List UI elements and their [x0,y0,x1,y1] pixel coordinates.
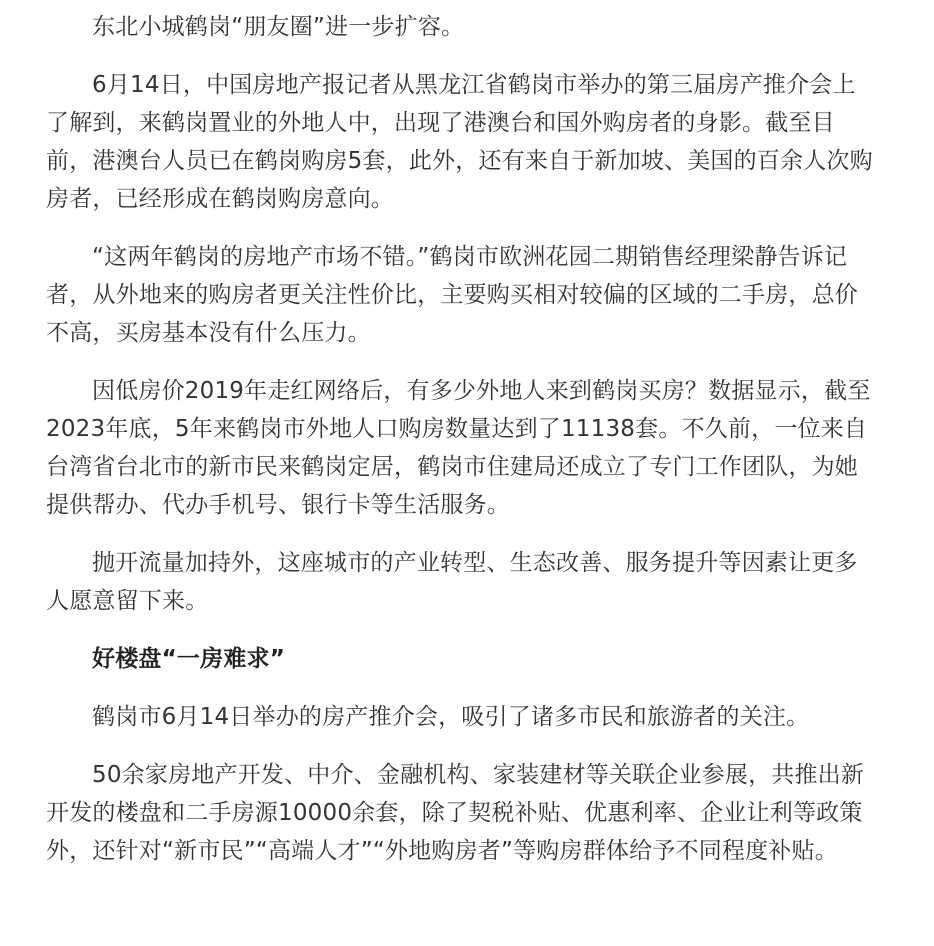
article-body [46,8,876,870]
article-paragraph: 抛开流量加持外，这座城市的产业转型、生态改善、服务提升等因素让更多人愿意留下来。 [46,550,858,614]
article-paragraph: “这两年鹤岗的房地产市场不错。”鹤岗市欧洲花园二期销售经理梁静告诉记者，从外地来的购房者更关注性价比，主要购买相对较偏的区域的二手房，总价不高，买房基本没有什么压力。 [46,244,858,346]
article-paragraph: 鹤岗市6月14日举办的房产推介会，吸引了诸多市民和旅游者的关注。 [92,704,810,730]
article-paragraph: 50余家房地产开发、中介、金融机构、家装建材等关联企业参展，共推出新开发的楼盘和二手房源10000余套，除了契税补贴、优惠利率、企业让利等政策外，还针对“新市民”“高端人才”“外地购房者”等购房群体给予不同程度补贴。 [46,762,865,864]
article-paragraph: 东北小城鹤岗“朋友圈”进一步扩容。 [92,14,465,40]
article-paragraph: 因低房价2019年走红网络后，有多少外地人来到鹤岗买房？数据显示，截至2023年底，5年来鹤岗市外地人口购房数量达到了11138套。不久前，一位来自台湾省台北市的新市民来鹤岗定居，鹤岗市住建局还成立了专门工作团队，为她提供帮办、代办手机号、银行卡等生活服务。 [46,378,871,518]
section-heading: 好楼盘“一房难求” [92,646,286,672]
article-paragraph: 6月14日，中国房地产报记者从黑龙江省鹤岗市举办的第三届房产推介会上了解到，来鹤岗置业的外地人中，出现了港澳台和国外购房者的身影。截至目前，港澳台人员已在鹤岗购房5套，此外，还有来自于新加坡、美国的百余人次购房者，已经形成在鹤岗购房意向。 [46,72,873,212]
